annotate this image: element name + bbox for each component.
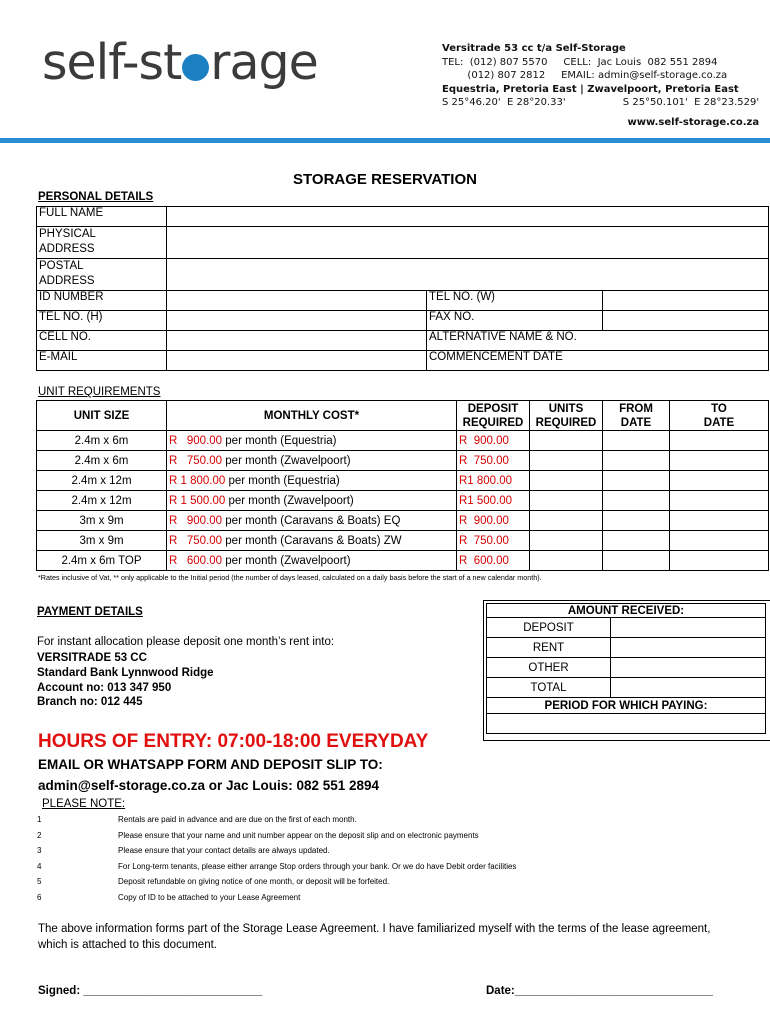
physical-label-2: ADDRESS	[39, 243, 95, 255]
note-text: Deposit refundable on giving notice of one month, or deposit will be forfeited.	[118, 877, 390, 887]
unit-size	[37, 491, 167, 511]
personal-details-table	[36, 206, 769, 371]
col-deposit-1: DEPOSIT	[467, 402, 519, 415]
fax-label: FAX NO.	[427, 311, 603, 331]
unit-size	[37, 531, 167, 551]
unit-price: R 1 800.00	[169, 474, 226, 487]
physical-address-label	[37, 227, 167, 259]
signature-line[interactable]: Signed: ____________________________	[38, 985, 263, 997]
unit-row	[37, 531, 769, 551]
rates-footnote: *Rates inclusive of Vat, ** only applicable to the Initial period (the number of days leased, calculated on a daily basis before the start of a new calendar month).	[38, 573, 542, 582]
cell-field[interactable]	[167, 331, 427, 351]
unit-price-desc: per month (Caravans & Boats) EQ	[222, 514, 401, 527]
date-line[interactable]: Date:_______________________________	[486, 985, 714, 997]
bank-company: VERSITRADE 53 CC	[37, 652, 147, 664]
unit-row	[37, 511, 769, 531]
col-deposit	[457, 401, 530, 431]
unit-price: R 750.00	[169, 534, 223, 547]
unit-price-desc: per month (Zwavelpoort)	[222, 554, 351, 567]
col-from	[603, 401, 670, 431]
unit-row	[37, 431, 769, 451]
amount-received-table	[486, 603, 766, 734]
unit-monthly-cost	[167, 511, 457, 531]
note-number: 4	[37, 861, 42, 871]
unit-deposit-amount: R 750.00	[459, 534, 509, 547]
unit-deposit	[457, 511, 530, 531]
col-to	[670, 401, 769, 431]
locations: Equestria, Pretoria East | Zwavelpoort, Pretoria East	[442, 83, 739, 95]
to-date-field[interactable]	[670, 551, 769, 571]
from-date-field[interactable]	[603, 471, 670, 491]
deposit-label: DEPOSIT	[487, 618, 611, 638]
from-date-field[interactable]	[603, 431, 670, 451]
from-date-field[interactable]	[603, 511, 670, 531]
header-divider	[0, 138, 770, 143]
payment-details-heading: PAYMENT DETAILS	[37, 606, 143, 618]
company-logo	[42, 34, 318, 91]
account-number: Account no: 013 347 950	[37, 682, 172, 694]
email-instruction: EMAIL OR WHATSAPP FORM AND DEPOSIT SLIP TO:	[38, 757, 383, 772]
tel-h-label: TEL NO. (H)	[37, 311, 167, 331]
logo-text-right: rage	[210, 34, 318, 91]
unit-price: R 1 500.00	[169, 494, 226, 507]
unit-deposit	[457, 531, 530, 551]
rent-label: RENT	[487, 638, 611, 658]
email-contact: admin@self-storage.co.za or Jac Louis: 082 551 2894	[38, 778, 380, 793]
to-date-field[interactable]	[670, 511, 769, 531]
col-units-2: REQUIRED	[535, 416, 597, 429]
to-date-field[interactable]	[670, 471, 769, 491]
other-amount-field[interactable]	[611, 658, 766, 678]
note-text: For Long-term tenants, please either arrange Stop orders through your bank. Or we do have Debit order facilities	[118, 861, 517, 871]
cell-label: CELL NO.	[37, 331, 167, 351]
col-to-1: TO	[711, 402, 727, 415]
note-number: 5	[37, 877, 42, 887]
note-text: Please ensure that your name and unit number appear on the deposit slip and on electronic payments	[118, 830, 479, 840]
page-title: STORAGE RESERVATION	[293, 171, 477, 188]
note-text: Copy of ID to be attached to your Lease Agreement	[118, 893, 301, 902]
col-units-1: UNITS	[548, 402, 584, 415]
postal-label-1: POSTAL	[39, 260, 84, 272]
unit-size-text: 2.4m x 6m	[74, 454, 129, 467]
full-name-field[interactable]	[167, 207, 769, 227]
unit-size	[37, 431, 167, 451]
fax-field[interactable]	[603, 311, 769, 331]
period-field[interactable]	[487, 714, 766, 734]
tel-h-field[interactable]	[167, 311, 427, 331]
unit-size	[37, 511, 167, 531]
unit-requirements-heading: UNIT REQUIREMENTS	[38, 386, 161, 398]
physical-address-field[interactable]	[167, 227, 769, 259]
unit-deposit-amount: R1 800.00	[459, 474, 513, 487]
unit-price-desc: per month (Equestria)	[225, 474, 340, 487]
alt-name-label: ALTERNATIVE NAME & NO.	[427, 331, 769, 351]
gps-coords: S 25°46.20' E 28°20.33' S 25°50.101' E 28°23.529'	[442, 97, 760, 108]
id-number-label: ID NUMBER	[37, 291, 167, 311]
from-date-field[interactable]	[603, 451, 670, 471]
unit-row	[37, 491, 769, 511]
units-required-field[interactable]	[530, 451, 603, 471]
unit-deposit-amount: R1 500.00	[459, 494, 513, 507]
unit-price-desc: per month (Caravans & Boats) ZW	[222, 534, 402, 547]
units-required-field[interactable]	[530, 511, 603, 531]
to-date-field[interactable]	[670, 491, 769, 511]
amount-heading: AMOUNT RECEIVED:	[487, 604, 766, 618]
unit-deposit	[457, 451, 530, 471]
col-unit-size: UNIT SIZE	[37, 401, 167, 431]
units-required-field[interactable]	[530, 531, 603, 551]
unit-monthly-cost	[167, 451, 457, 471]
unit-monthly-cost	[167, 491, 457, 511]
from-date-field[interactable]	[603, 531, 670, 551]
unit-deposit-amount: R 750.00	[459, 454, 509, 467]
from-date-field[interactable]	[603, 551, 670, 571]
period-label: PERIOD FOR WHICH PAYING:	[487, 698, 766, 714]
note-text: Please ensure that your contact details are always updated.	[118, 846, 330, 856]
unit-price-desc: per month (Zwavelpoort)	[225, 494, 354, 507]
unit-row	[37, 551, 769, 571]
unit-monthly-cost	[167, 431, 457, 451]
note-number: 2	[37, 830, 42, 840]
unit-deposit	[457, 491, 530, 511]
to-date-field[interactable]	[670, 531, 769, 551]
units-required-field[interactable]	[530, 551, 603, 571]
note-text: Rentals are paid in advance and are due on the first of each month.	[118, 815, 357, 824]
payment-intro: For instant allocation please deposit one month’s rent into:	[37, 636, 335, 648]
id-number-field[interactable]	[167, 291, 427, 311]
hours-of-entry: HOURS OF ENTRY: 07:00-18:00 EVERYDAY	[38, 731, 429, 752]
unit-price: R 900.00	[169, 514, 223, 527]
note-number: 3	[37, 846, 42, 856]
postal-address-field[interactable]	[167, 259, 769, 291]
unit-price: R 900.00	[169, 434, 223, 447]
tel-line-1: TEL: (012) 807 5570 CELL: Jac Louis 082 551 2894	[442, 56, 718, 68]
unit-price-desc: per month (Equestria)	[222, 434, 337, 447]
tel-line-2: (012) 807 2812 EMAIL: admin@self-storage.co.za	[442, 70, 728, 81]
unit-deposit	[457, 471, 530, 491]
col-from-2: DATE	[620, 416, 652, 429]
website: www.self-storage.co.za	[627, 116, 760, 128]
col-from-1: FROM	[619, 402, 653, 415]
unit-size	[37, 471, 167, 491]
unit-size-text: 3m x 9m	[79, 514, 124, 527]
units-required-field[interactable]	[530, 491, 603, 511]
agreement-statement: The above information forms part of the Storage Lease Agreement. I have familiarized myself with the terms of the lease agreement, which is attached to this document.	[38, 923, 711, 951]
postal-label-2: ADDRESS	[39, 275, 95, 287]
other-label: OTHER	[487, 658, 611, 678]
email-label: E-MAIL	[37, 351, 167, 371]
col-units	[530, 401, 603, 431]
from-date-field[interactable]	[603, 491, 670, 511]
physical-label-1: PHYSICAL	[39, 228, 96, 240]
please-note-heading: PLEASE NOTE:	[42, 798, 126, 810]
unit-deposit-amount: R 900.00	[459, 434, 509, 447]
deposit-amount-field[interactable]	[611, 618, 766, 638]
units-required-field[interactable]	[530, 431, 603, 451]
commencement-label: COMMENCEMENT DATE	[427, 351, 769, 371]
unit-monthly-cost	[167, 471, 457, 491]
branch-number: Branch no: 012 445	[37, 696, 143, 708]
unit-price-desc: per month (Zwavelpoort)	[222, 454, 351, 467]
note-number: 6	[37, 893, 42, 902]
col-monthly-cost: MONTHLY COST*	[167, 401, 457, 431]
unit-deposit	[457, 551, 530, 571]
unit-monthly-cost	[167, 551, 457, 571]
unit-price: R 750.00	[169, 454, 223, 467]
unit-size-text: 3m x 9m	[79, 534, 124, 547]
col-deposit-2: REQUIRED	[462, 416, 524, 429]
unit-price: R 600.00	[169, 554, 223, 567]
logo-dot-icon	[182, 54, 209, 81]
unit-monthly-cost	[167, 531, 457, 551]
total-label: TOTAL	[487, 678, 611, 698]
full-name-label: FULL NAME	[37, 207, 167, 227]
bank-name: Standard Bank Lynnwood Ridge	[37, 667, 214, 679]
unit-size-text: 2.4m x 12m	[71, 474, 132, 487]
note-number: 1	[37, 815, 42, 824]
personal-details-heading: PERSONAL DETAILS	[38, 191, 154, 203]
unit-size-text: 2.4m x 6m TOP	[61, 554, 142, 567]
logo-text-left: self-st	[42, 34, 182, 91]
tel-w-field[interactable]	[603, 291, 769, 311]
postal-address-label	[37, 259, 167, 291]
company-name: Versitrade 53 cc t/a Self-Storage	[442, 43, 626, 54]
to-date-field[interactable]	[670, 451, 769, 471]
unit-row	[37, 451, 769, 471]
unit-size	[37, 551, 167, 571]
unit-deposit-amount: R 900.00	[459, 514, 509, 527]
rent-amount-field[interactable]	[611, 638, 766, 658]
unit-row	[37, 471, 769, 491]
to-date-field[interactable]	[670, 431, 769, 451]
units-required-field[interactable]	[530, 471, 603, 491]
unit-deposit-amount: R 600.00	[459, 554, 509, 567]
total-amount-field[interactable]	[611, 678, 766, 698]
unit-size-text: 2.4m x 6m	[74, 434, 129, 447]
contact-block	[442, 42, 759, 129]
unit-deposit	[457, 431, 530, 451]
unit-requirements-table	[36, 400, 769, 571]
col-to-2: DATE	[703, 416, 735, 429]
unit-size	[37, 451, 167, 471]
tel-w-label: TEL NO. (W)	[427, 291, 603, 311]
unit-size-text: 2.4m x 12m	[71, 494, 132, 507]
email-field[interactable]	[167, 351, 427, 371]
